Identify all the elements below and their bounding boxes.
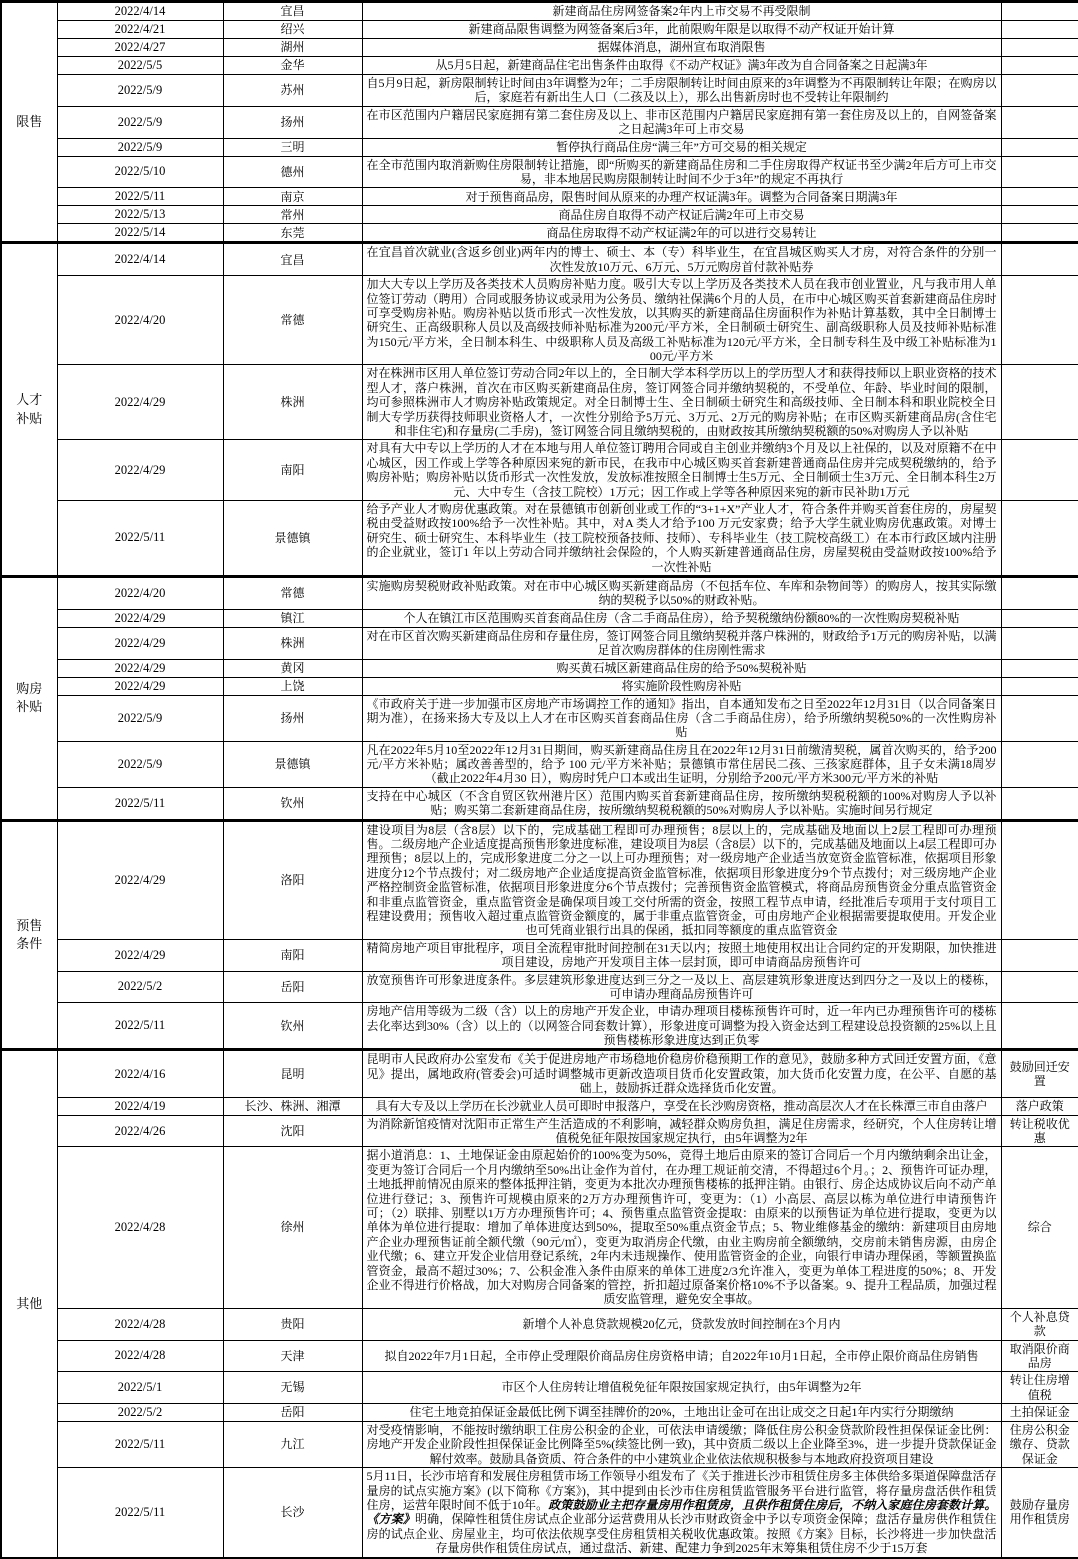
table-row	[1, 21, 1078, 39]
city-cell: 长沙	[223, 1468, 362, 1558]
date-cell: 2022/4/29	[57, 365, 223, 440]
policy-cell: 凡在2022年5月10至2022年12月31日期间，购买新建商品住房且在2022年12月31日前缴清契税，属首次购买的，给予200元/平方米补贴；属改善善型的，给予 100 元/平方米补贴；景德镇市常住居民二孩、三孩家庭群体，且子女未满18周岁（截止2022年4月30 日），购房时凭户口本或出生证明，分别给予200元/平方米300元/平方米的补贴	[362, 741, 1001, 787]
city-cell: 株洲	[223, 627, 362, 659]
date-cell: 2022/4/14	[57, 2, 223, 21]
policy-cell: 昆明市人民政府办公室发布《关于促进房地产市场稳地价稳房价稳预期工作的意见》，鼓励多种方式回迁安置方面，《意见》提出，属地政府(管委会)可适时调整城市更新改造项目货币化安置政策，加大货币化安置力度，在公平、自愿的基础上，鼓励拆迁群众选择货币化安置。	[362, 1050, 1001, 1097]
city-cell: 湖州	[223, 39, 362, 57]
city-cell: 岳阳	[223, 1404, 362, 1422]
table-row	[1, 106, 1078, 138]
city-cell: 九江	[223, 1422, 362, 1468]
table-row	[1, 1340, 1078, 1372]
table-row	[1, 1404, 1078, 1422]
tag-cell	[1001, 138, 1078, 156]
city-cell: 扬州	[223, 695, 362, 741]
table-row	[1, 576, 1078, 609]
date-cell: 2022/5/11	[57, 1468, 223, 1558]
city-cell: 昆明	[223, 1050, 362, 1097]
date-cell: 2022/4/29	[57, 609, 223, 627]
city-cell: 德州	[223, 156, 362, 188]
policy-cell: 将实施阶段性购房补贴	[362, 677, 1001, 695]
city-cell: 绍兴	[223, 21, 362, 39]
table-row	[1, 1003, 1078, 1050]
city-cell: 金华	[223, 57, 362, 75]
tag-cell: 个人补息贷款	[1001, 1308, 1078, 1340]
table-row	[1, 677, 1078, 695]
policy-cell: 为消除新馆疫情对沈阳市正常生产生活造成的不利影响，减轻群众购房负担，满足住房需求，经研究，个人住房转让增值税免征年限按国家规定执行，由5年调整为2年	[362, 1115, 1001, 1147]
date-cell: 2022/4/29	[57, 440, 223, 501]
city-cell: 沈阳	[223, 1115, 362, 1147]
table-row	[1, 1097, 1078, 1115]
tag-cell: 取消限价商品房	[1001, 1340, 1078, 1372]
tag-cell: 落户政策	[1001, 1097, 1078, 1115]
date-cell: 2022/4/28	[57, 1147, 223, 1308]
city-cell: 钦州	[223, 1003, 362, 1050]
date-cell: 2022/5/2	[57, 1404, 223, 1422]
policy-cell: 《市政府关于进一步加强市区房地产市场调控工作的通知》指出，自本通知发布之日至2022年12月31日（以合同备案日期为准），在扬来扬大专及以上人才在市区购买首套商品住房（含二手商品住房），给予所缴纳契税50%的一次性购房补贴	[362, 695, 1001, 741]
tag-cell	[1001, 156, 1078, 188]
tag-cell	[1001, 695, 1078, 741]
tag-cell	[1001, 21, 1078, 39]
date-cell: 2022/4/14	[57, 243, 223, 276]
date-cell: 2022/5/11	[57, 787, 223, 820]
policy-cell: 在市区范围内户籍居民家庭拥有第二套住房及以上、非市区范围内户籍居民家庭拥有第一套住房及以上的，自网签备案之日起满3年可上市交易	[362, 106, 1001, 138]
table-row	[1, 659, 1078, 677]
table-row	[1, 1372, 1078, 1404]
city-cell: 景德镇	[223, 741, 362, 787]
policy-cell: 商品住房取得不动产权证满2年的可以进行交易转让	[362, 224, 1001, 243]
city-cell: 无锡	[223, 1372, 362, 1404]
tag-cell	[1001, 57, 1078, 75]
city-cell: 南阳	[223, 440, 362, 501]
city-cell: 洛阳	[223, 820, 362, 939]
city-cell: 常州	[223, 206, 362, 224]
date-cell: 2022/5/11	[57, 188, 223, 206]
tag-cell	[1001, 659, 1078, 677]
city-cell: 黄冈	[223, 659, 362, 677]
policy-cell: 对在市区首次购买新建商品住房和存量住房，签订网签合同且缴纳契税并落户株洲的，财政给予1万元的购房补贴，以满足首次购房群体的住房刚性需求	[362, 627, 1001, 659]
table-row	[1, 1147, 1078, 1308]
date-cell: 2022/4/19	[57, 1097, 223, 1115]
city-cell: 宜昌	[223, 243, 362, 276]
date-cell: 2022/4/29	[57, 677, 223, 695]
date-cell: 2022/5/11	[57, 500, 223, 576]
date-cell: 2022/4/29	[57, 939, 223, 971]
policy-cell: 个人在镇江市区范围购买首套商品住房（含二手商品住房），给予契税缴纳份额80%的一次性购房契税补贴	[362, 609, 1001, 627]
policy-cell: 支持在中心城区（不含自贸区钦州港片区）范围内购买首套新建商品住房，按所缴纳契税税额的100%对购房人予以补贴；购买第二套新建商品住房，按所缴纳契税税额的50%对购房人予以补贴。实施时间另行规定	[362, 787, 1001, 820]
tag-cell	[1001, 206, 1078, 224]
date-cell: 2022/5/9	[57, 106, 223, 138]
table-row	[1, 741, 1078, 787]
policy-cell: 新建商品住房网签备案2年内上市交易不再受限制	[362, 2, 1001, 21]
tag-cell	[1001, 75, 1078, 107]
tag-cell: 鼓励回迁安置	[1001, 1050, 1078, 1097]
policy-cell: 据媒体消息，湖州宣布取消限售	[362, 39, 1001, 57]
table-row	[1, 276, 1078, 365]
city-cell: 株洲	[223, 365, 362, 440]
table-row	[1, 820, 1078, 939]
policy-cell: 在宜昌首次就业(含返乡创业)两年内的博士、硕士、本（专）科毕业生，在宜昌城区购买人才房，对符合条件的分别一次性发放10万元、6万元、5万元购房首付款补贴券	[362, 243, 1001, 276]
table-row	[1, 1115, 1078, 1147]
policy-cell: 从5月5日起，新建商品住宅出售条件由取得《不动产权证》满3年改为自合同备案之日起满3年	[362, 57, 1001, 75]
date-cell: 2022/4/26	[57, 1115, 223, 1147]
tag-cell: 住房公积金缴存、贷款保证金	[1001, 1422, 1078, 1468]
policy-cell: 拟自2022年7月1日起，全市停止受理限价商品房住房资格申请；自2022年10月1日起，全市停止限价商品住房销售	[362, 1340, 1001, 1372]
table-row	[1, 156, 1078, 188]
tag-cell	[1001, 609, 1078, 627]
city-cell: 常德	[223, 276, 362, 365]
policy-cell: 对具有大中专以上学历的人才在本地与用人单位签订聘用合同或自主创业并缴纳3个月及以上社保的，以及对原籍不在中心城区，因工作或上学等各种原因来宛的新市民，在我市中心城区购买首套新建普通商品住房并完成契税缴纳的，给予购房补贴；购房补贴以货币形式一次性发放，发放标准按照全日制博士生5万元、全日制硕士生3万元、全日制本科生2万元、大中专生（含技工院校）1万元；因工作或上学等各种原因来宛的新市民补助1万元	[362, 440, 1001, 501]
tag-cell: 土拍保证金	[1001, 1404, 1078, 1422]
city-cell: 长沙、株洲、湘潭	[223, 1097, 362, 1115]
date-cell: 2022/5/2	[57, 971, 223, 1003]
city-cell: 三明	[223, 138, 362, 156]
table-row	[1, 695, 1078, 741]
city-cell: 天津	[223, 1340, 362, 1372]
city-cell: 南阳	[223, 939, 362, 971]
policy-cell	[362, 1468, 1001, 1558]
date-cell: 2022/4/28	[57, 1340, 223, 1372]
date-cell: 2022/5/5	[57, 57, 223, 75]
table-row	[1, 971, 1078, 1003]
tag-cell	[1001, 971, 1078, 1003]
date-cell: 2022/5/13	[57, 206, 223, 224]
table-row	[1, 75, 1078, 107]
date-cell: 2022/5/11	[57, 1003, 223, 1050]
city-cell: 岳阳	[223, 971, 362, 1003]
city-cell: 扬州	[223, 106, 362, 138]
tag-cell	[1001, 365, 1078, 440]
tag-cell	[1001, 627, 1078, 659]
policy-cell: 新增个人补息贷款规模20亿元，贷款发放时间控制在3个月内	[362, 1308, 1001, 1340]
table-row	[1, 440, 1078, 501]
date-cell: 2022/5/9	[57, 695, 223, 741]
tag-cell	[1001, 440, 1078, 501]
table-row	[1, 365, 1078, 440]
policy-text-highlight: 政策鼓励业主把存量房用作租赁房，且供作租赁住房后，不纳入家庭住房套数计算。《方案》	[366, 1498, 997, 1527]
policy-cell: 建设项目为8层（含8层）以下的，完成基础工程即可办理预售；8层以上的，完成基础及地面以上2层工程即可办理预售。二级房地产企业适度提高预售形象进度标准，建设项目为8层（含8层）以下的，完成基础及地面以上4层工程即可办理预售；8层以上的，完成形象进度二分之一以上可办理预售；对一级房地产企业适当放宽资金监管标准，依据项目形象进度分12个节点拨付；对二级房地产企业适度提高资金监管标准，依据项目形象进度分9个节点拨付；对三级房地产企业严格控制资金监管标准，依据项目形象进度分6个节点拨付；完善预售资金监管模式，将商品房预售资金分重点监管资金和非重点监管资金，重点监管资金是确保项目竣工交付所需的资金，按照工程节点申请，经批准后专项用于支付项目工程建设费用；预售收入超过重点监管资金额度的，属于非重点监管资金，可由房地产企业根据需要提取使用。开发企业也可凭商业银行出具的保函，抵扣同等额度的重点监管资金	[362, 820, 1001, 939]
table-row	[1, 206, 1078, 224]
policy-cell: 新建商品限售调整为网签备案后3年，此前限购年限是以取得不动产权证开始计算	[362, 21, 1001, 39]
date-cell: 2022/4/20	[57, 576, 223, 609]
tag-cell	[1001, 106, 1078, 138]
policy-cell: 具有大专及以上学历在长沙就业人员可即时申报落户，享受在长沙购房资格，推动高层次人才在长株潭三市自由落户	[362, 1097, 1001, 1115]
date-cell: 2022/4/28	[57, 1308, 223, 1340]
tag-cell	[1001, 224, 1078, 243]
policy-cell: 放宽预售许可形象进度条件。多层建筑形象进度达到三分之一及以上、高层建筑形象进度达到四分之一及以上的楼栋，可申请办理商品房预售许可	[362, 971, 1001, 1003]
city-cell: 宜昌	[223, 2, 362, 21]
policy-cell: 自5月9日起，新房限制转让时间由3年调整为2年；二手房限制转让时间由原来的3年调整为不再限制转让年限；在购房以后，家庭若有新出生人口（二孩及以上），那么出售新房时也不受转让年限制约	[362, 75, 1001, 107]
tag-cell: 转让住房增值税	[1001, 1372, 1078, 1404]
tag-cell: 转让税收优惠	[1001, 1115, 1078, 1147]
date-cell: 2022/4/29	[57, 659, 223, 677]
date-cell: 2022/5/14	[57, 224, 223, 243]
date-cell: 2022/5/9	[57, 138, 223, 156]
tag-cell	[1001, 741, 1078, 787]
city-cell: 徐州	[223, 1147, 362, 1308]
category-cell: 人才补贴	[1, 243, 57, 577]
category-cell: 预售条件	[1, 820, 57, 1050]
tag-cell	[1001, 787, 1078, 820]
policy-table-body	[1, 2, 1078, 1558]
table-row	[1, 188, 1078, 206]
table-row	[1, 627, 1078, 659]
tag-cell: 综合	[1001, 1147, 1078, 1308]
tag-cell	[1001, 2, 1078, 21]
table-row	[1, 1050, 1078, 1097]
table-row	[1, 39, 1078, 57]
tag-cell	[1001, 188, 1078, 206]
category-cell: 限售	[1, 2, 57, 243]
tag-cell	[1001, 820, 1078, 939]
tag-cell	[1001, 1003, 1078, 1050]
date-cell: 2022/4/16	[57, 1050, 223, 1097]
policy-cell: 房地产信用等级为二级（含）以上的房地产开发企业，申请办理项目楼栋预售许可时，近一年内已办理预售许可的楼栋去化率达到30%（含）以上的（以网签合同套数计算），形象进度可调整为投入资金达到工程建设总投资额的25%以上且预售楼栋形象进度达到正负零	[362, 1003, 1001, 1050]
policy-text: 5月11日，长沙市培育和发展住房租赁市场工作领导小组发布了《关于推进长沙市租赁住房多主体供给多渠道保障盘活存量房的试点实施方案》(以下简称《方案》)，其中提到由长沙市住房租赁监管服务平台进行监管，将存量房盘活供作租赁住房，运营年限时间不低于10年。	[366, 1469, 997, 1513]
city-cell: 上饶	[223, 677, 362, 695]
category-cell: 购房补贴	[1, 576, 57, 820]
policy-cell: 据小道消息：1、土地保证金由原起始价的100%变为50%，竞得土地后由原来的签订合同后一个月内缴纳剩余出让金，变更为签订合同后一个月内缴纳至50%出让金作为首付，在办理工规证前交清，不得超过6个月。；2、预售许可证办理，土地抵押前情况由原来的整体抵押注销，变更为本批次办理预售楼栋的抵押注销。由银行、房企达成协议后向不动产单位进行登记；3、预售许可规模由原来的2万方办理预售许可，变更为：（1）小高层、高层以栋为单位进行申请预售许可；（2）联排、别墅以1万方办理预售许可；4、预售重点监管资金提取：由原来的以预售证为单位进行提取，变更为以单体为单位进行提取：增加了单体进度达到50%，提取至50%重点资金节点；5、物业维修基金的缴纳：新建项目由房地产企业办理预售证前全额代缴（90元/㎡），变更为取消房企代缴，由业主购房前全额缴纳，交房前未销售房源，由房企业代缴；6、建立开发企业信用登记系统，2年内未违规操作、使用监管资金的企业，向银行申请办理保函，等额置换监管资金，最高不超过30%；7、公积金准入条件由原来的单体工进度2/3允许准入，变更为单体工程进度的50%；8、开发企业不得进行价格战，加大对购房合同备案的管控，折扣超过原备案价格10%不予以备案。9、提升工程品质，加强过程质安监管理，避免安全事故。	[362, 1147, 1001, 1308]
table-row	[1, 224, 1078, 243]
policy-cell: 市区个人住房转让增值税免征年限按国家规定执行，由5年调整为2年	[362, 1372, 1001, 1404]
city-cell: 苏州	[223, 75, 362, 107]
table-row	[1, 609, 1078, 627]
city-cell: 南京	[223, 188, 362, 206]
policy-cell: 精简房地产项目审批程序，项目全流程审批时间控制在31天以内；按照土地使用权出让合同约定的开发期限，加快推进项目建设，房地产开发项目主体一层封顶，即可申请商品房预售许可	[362, 939, 1001, 971]
date-cell: 2022/4/29	[57, 627, 223, 659]
tag-cell	[1001, 39, 1078, 57]
tag-cell	[1001, 677, 1078, 695]
tag-cell	[1001, 576, 1078, 609]
table-row	[1, 243, 1078, 276]
date-cell: 2022/4/21	[57, 21, 223, 39]
table-row	[1, 1308, 1078, 1340]
policy-cell: 实施购房契税财政补贴政策。对在市中心城区购买新建商品房（不包括车位、车库和杂物间等）的购房人，按其实际缴纳的契税予以50%的财政补贴。	[362, 576, 1001, 609]
table-row	[1, 138, 1078, 156]
date-cell: 2022/5/9	[57, 75, 223, 107]
city-cell: 钦州	[223, 787, 362, 820]
date-cell: 2022/4/29	[57, 820, 223, 939]
policy-cell: 商品住房自取得不动产权证后满2年可上市交易	[362, 206, 1001, 224]
date-cell: 2022/5/1	[57, 1372, 223, 1404]
city-cell: 镇江	[223, 609, 362, 627]
table-row	[1, 939, 1078, 971]
date-cell: 2022/4/27	[57, 39, 223, 57]
table-row	[1, 57, 1078, 75]
category-cell: 其他	[1, 1050, 57, 1558]
tag-cell: 鼓励存量房用作租赁房	[1001, 1468, 1078, 1558]
city-cell: 贵阳	[223, 1308, 362, 1340]
tag-cell	[1001, 243, 1078, 276]
policy-cell: 购买黄石城区新建商品住房的给予50%契税补贴	[362, 659, 1001, 677]
city-cell: 常德	[223, 576, 362, 609]
policy-cell: 对受疫情影响，不能按时缴纳职工住房公积金的企业，可依法申请缓缴；降低住房公积金贷款阶段性担保保证金比例：房地产开发企业阶段性担保保证金比例降至5%(续签比例一致)，其中资质二级以上企业降至3%，进一步提升贷款保证金解付效率。鼓励具备资质、符合条件的中小建筑业企业依法依规积极参与本地政府投资项目建设	[362, 1422, 1001, 1468]
table-row	[1, 787, 1078, 820]
policy-cell: 暂停执行商品住房“满三年”方可交易的相关规定	[362, 138, 1001, 156]
city-cell: 景德镇	[223, 500, 362, 576]
policy-cell: 在全市范围内取消新购住房限制转让措施，即“所购买的新建商品住房和二手住房取得产权证书至少满2年后方可上市交易，非本地居民购房限制转让时间不少于3年”的规定不再执行	[362, 156, 1001, 188]
policy-cell: 加大大专以上学历及各类技术人员购房补贴力度。吸引大专以上学历及各类技术人员在我市创业置业，凡与我市用人单位签订劳动（聘用）合同或服务协议或录用为公务员、缴纳社保满6个月的人员，在市中心城区购买首套新建商品住房时可享受购房补贴。购房补贴以货币形式一次性发放，以其购买的新建商品住房面积作为补贴计算基数，其中全日制博士研究生、正高级职称人员以及高级技师补贴标准为200元/平方米，全日制硕士研究生、副高级职称人员及技师补贴标准为150元/平方米，全日制本科生、中级职称人员及高级工补贴标准为120元/平方米，全日制专科生及中级工补贴标准为100元/平方米	[362, 276, 1001, 365]
date-cell: 2022/5/11	[57, 1422, 223, 1468]
table-row	[1, 2, 1078, 21]
date-cell: 2022/5/9	[57, 741, 223, 787]
table-row	[1, 1468, 1078, 1558]
policy-cell: 给予产业人才购房优惠政策。对在景德镇市创新创业或工作的“3+1+X”产业人才，符合条件并购买首套住房的，房屋契税由受益财政按100%给予一次性补贴。其中，对A 类人才给予100 万元安家费；给予大学生就业购房优惠政策。对博士研究生、硕士研究生、本科毕业生（技工院校预备技师、技师）、专科毕业生（技工院校高级工）在本市行政区域内注册的企业就业，签订1 年以上劳动合同并缴纳社会保险的，个人购买新建普通商品住房，房屋契税由受益财政按100%给予一次性补贴	[362, 500, 1001, 576]
policy-cell: 住宅土地竞拍保证金最低比例下调至挂牌价的20%，土地出让金可在出让成交之日起1年内实行分期缴纳	[362, 1404, 1001, 1422]
date-cell: 2022/4/20	[57, 276, 223, 365]
table-row	[1, 500, 1078, 576]
tag-cell	[1001, 500, 1078, 576]
table-row	[1, 1422, 1078, 1468]
policy-text: 明确，保障性租赁住房试点企业部分运营费用从长沙市财政资金中予以专项资金保障；盘活存量房供作租赁住房的试点企业、房屋业主，均可依法依规享受住房租赁相关税收优惠政策。按照《方案》目标，长沙将进一步加快盘活存量房供作租赁住房试点，通过盘活、新建、配建力争到2025年末筹集租赁住房不少于15万套	[366, 1512, 997, 1556]
date-cell: 2022/5/10	[57, 156, 223, 188]
policy-cell: 对于预售商品房，限售时间从原来的办理产权证满3年。调整为合同备案日期满3年	[362, 188, 1001, 206]
city-cell: 东莞	[223, 224, 362, 243]
tag-cell	[1001, 276, 1078, 365]
tag-cell	[1001, 939, 1078, 971]
policy-cell: 对在株洲市区用人单位签订劳动合同2年以上的，全日制大学本科学历以上的学历型人才和获得技师以上职业资格的技术型人才，落户株洲，首次在市区购买新建商品住房，签订网签合同并缴纳契税的，不受单位、年龄、毕业时间的限制，均可参照株洲市人才购房补贴政策规定。对全日制博士生、全日制硕士研究生和高级技师、全日制本科和职业院校全日制大专学历获得技师职业资格人才，一次性分别给予5万元、3万元、2万元的购房补贴；在市区购买新建商品房(含住宅和非住宅)和存量房(二手房)，签订网签合同且缴纳契税的，由财政按其所缴纳契税额的50%对购房人予以补贴	[362, 365, 1001, 440]
